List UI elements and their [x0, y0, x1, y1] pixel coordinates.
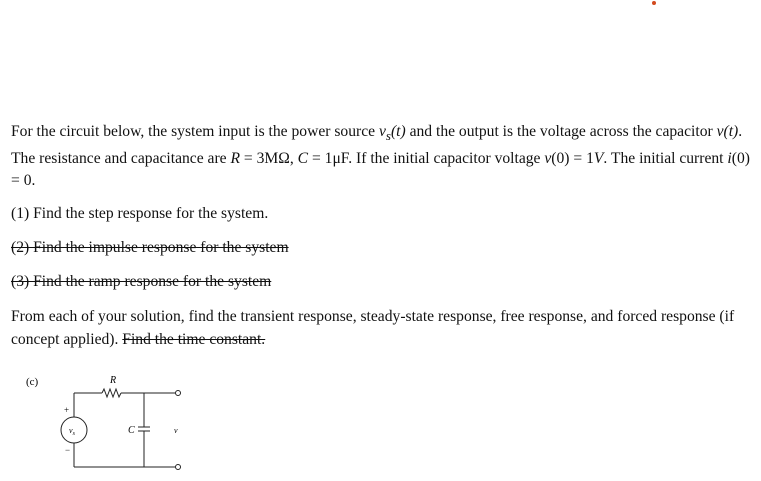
- v0-value: (0) = 1: [551, 149, 594, 167]
- question-2-struck: (2) Find the impulse response for the system: [11, 239, 289, 256]
- r-value: = 3MΩ,: [240, 149, 298, 167]
- source-plus-sign: +: [64, 405, 70, 415]
- v0-symbol: v: [544, 149, 552, 167]
- r-symbol: R: [230, 149, 241, 167]
- output-terminal-top: [176, 391, 181, 396]
- i0-value: (0) = 0.: [11, 149, 750, 190]
- rc-circuit-diagram: [20, 367, 200, 479]
- v-argument: (t): [723, 123, 739, 140]
- closing-paragraph: [11, 306, 753, 351]
- vs-subscript: s: [385, 128, 391, 144]
- intro-text-4: . The initial current: [603, 149, 728, 167]
- source-label: $v_s$: [69, 426, 75, 437]
- resistor-symbol: [102, 389, 121, 397]
- vs-symbol: v: [378, 123, 386, 140]
- resistor-label: R: [110, 375, 117, 386]
- source-minus-sign: −: [65, 445, 71, 455]
- c-symbol: C: [297, 149, 309, 167]
- question-3-struck: (3) Find the ramp response for the system: [11, 273, 272, 290]
- output-terminal-bottom: [176, 465, 181, 470]
- question-1: (1) Find the step response for the system.: [11, 205, 269, 222]
- v0-unit: V: [593, 149, 604, 167]
- intro-text-1: For the circuit below, the system input is the power source: [11, 123, 379, 140]
- v-symbol: v: [716, 123, 724, 140]
- c-value: = 1μF. If the initial capacitor voltage: [308, 149, 545, 167]
- closing-struck-text: Find the time constant.: [122, 330, 266, 348]
- output-voltage-label: v: [174, 426, 178, 435]
- circuit-wires: [61, 389, 181, 470]
- red-dot-marker: [652, 1, 656, 5]
- i0-symbol: i: [727, 149, 732, 167]
- intro-text-3: . The resistance and capacitance are: [11, 123, 743, 167]
- circuit-label: (c): [26, 376, 39, 388]
- voltage-source-symbol: [61, 417, 87, 443]
- intro-text-2: and the output is the voltage across the capacitor: [405, 123, 717, 140]
- problem-intro: [11, 121, 753, 193]
- vs-argument: (t): [390, 123, 406, 140]
- closing-text: From each of your solution, find the transient response, steady-state response, free response, and forced response (if concept applied).: [11, 308, 735, 348]
- capacitor-label: C: [128, 425, 135, 436]
